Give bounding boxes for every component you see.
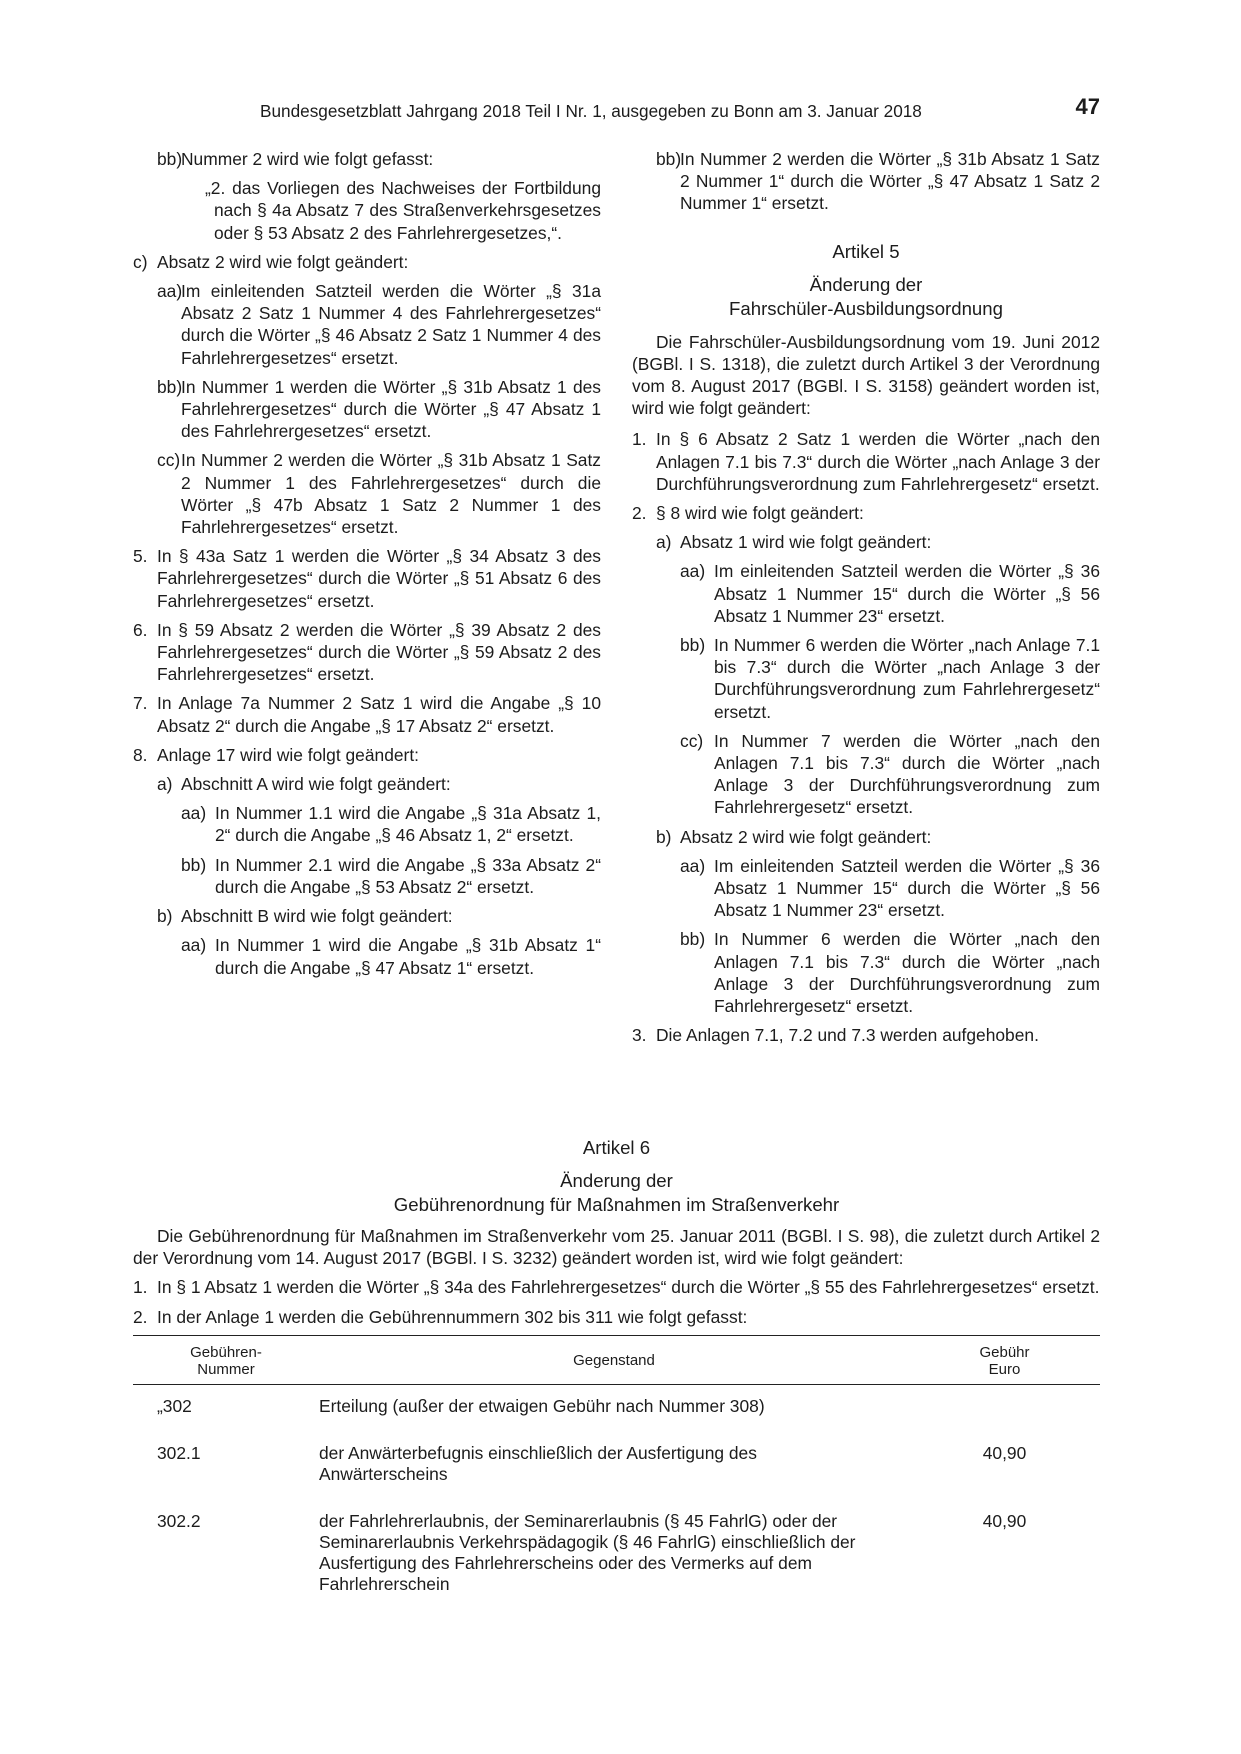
table-header-row: [133, 1335, 1100, 1384]
item-label: bb): [680, 635, 706, 656]
item-label: cc): [680, 730, 704, 751]
item-text: In § 1 Absatz 1 werden die Wörter „§ 34a des Fahrlehrergesetzes“ durch die Wörter „§ 55 des Fahrlehrergesetzes“ ersetzt.: [157, 1277, 1100, 1298]
article-intro: Die Fahrschüler-Ausbildungsordnung vom 19. Juni 2012 (BGBl. I S. 1318), die zuletzt durch Artikel 3 der Verordnung vom 8. August 2017 (BGBl. I S. 3158) geändert worden ist, wird wie folgt geändert:: [632, 331, 1100, 419]
item-text: Absatz 2 wird wie folgt geändert:: [157, 251, 409, 272]
item-text: Abschnitt A wird wie folgt geändert:: [181, 774, 451, 795]
column-header-number: [133, 1335, 319, 1384]
item-label: 2.: [632, 503, 647, 524]
fee-subject: der Anwärterbefugnis einschließlich der Ausfertigung des Anwärterscheins: [319, 1442, 757, 1484]
item-label: bb): [181, 854, 207, 875]
item-text: Abschnitt B wird wie folgt geändert:: [181, 906, 453, 927]
item-label: bb): [157, 376, 183, 397]
item-text: Im einleitenden Satzteil werden die Wörter „§ 31a Absatz 2 Satz 1 Nummer 4 des Fahrlehrergesetzes“ durch die Wörter „§ 46 Absatz 2 Satz 1 Nummer 4 des Fahrlehrergesetzes“ ersetzt.: [181, 281, 601, 368]
fee-table: [133, 1335, 1100, 1610]
item-text: In § 6 Absatz 2 Satz 1 werden die Wörter „nach den Anlagen 7.1 bis 7.3“ durch die Wörter „nach Anlage 3 der Durchführungsverordnung zum Fahrlehrergesetz“ ersetzt.: [656, 429, 1100, 494]
list-item: [133, 1306, 1100, 1328]
article-subtitle: Gebührenordnung für Maßnahmen im Straßenverkehr: [393, 1194, 840, 1215]
list-item: [632, 1024, 1100, 1046]
table-row: [133, 1432, 1100, 1500]
right-column: [632, 148, 1100, 1047]
list-item: [632, 560, 1100, 627]
item-label: aa): [157, 281, 183, 302]
article-title: Artikel 5: [832, 240, 900, 262]
list-item: [632, 928, 1100, 1017]
item-text: In Nummer 2 werden die Wörter „§ 31b Absatz 1 Satz 2 Nummer 1 des Fahrlehrergesetzes“ durch die Wörter „§ 47b Absatz 1 Satz 2 Nummer 1 des Fahrlehrergesetzes“ ersetzt.: [181, 450, 601, 538]
list-item: [133, 802, 601, 846]
item-label: 6.: [133, 619, 148, 640]
fee-amount: 40,90: [982, 1442, 1027, 1463]
list-item: [632, 634, 1100, 723]
item-text: In Nummer 1 werden die Wörter „§ 31b Absatz 1 des Fahrlehrergesetzes“ durch die Wörter „§ 47 Absatz 1 des Fahrlehrergesetzes“ ersetzt.: [181, 376, 601, 442]
table-row: [133, 1500, 1100, 1610]
item-text: In der Anlage 1 werden die Gebührennummern 302 bis 311 wie folgt gefasst:: [157, 1306, 748, 1327]
item-label: c): [133, 251, 148, 272]
list-item: [133, 376, 601, 443]
list-item: [133, 619, 601, 686]
list-item: [632, 148, 1100, 215]
list-item: [632, 855, 1100, 922]
fee-amount: [909, 1384, 1100, 1432]
item-text: In § 43a Satz 1 werden die Wörter „§ 34 Absatz 3 des Fahrlehrergesetzes“ durch die Wörter „§ 51 Absatz 6 des Fahrlehrergesetzes“ ersetzt.: [157, 546, 601, 611]
list-item: [133, 692, 601, 736]
fee-subject: Erteilung (außer der etwaigen Gebühr nach Nummer 308): [319, 1395, 765, 1416]
column-header-fee: [909, 1335, 1100, 1384]
item-label: 7.: [133, 693, 148, 714]
item-text: In Nummer 1.1 wird die Angabe „§ 31a Absatz 1, 2“ durch die Angabe „§ 46 Absatz 1, 2“ ersetzt.: [215, 803, 601, 846]
list-item: [133, 251, 601, 273]
header-text: Gebühr: [979, 1343, 1030, 1361]
list-item: [133, 905, 601, 927]
item-text: In Nummer 2.1 wird die Angabe „§ 33a Absatz 2“ durch die Angabe „§ 53 Absatz 2“ ersetzt.: [215, 854, 601, 897]
item-text: In Nummer 6 werden die Wörter „nach Anlage 7.1 bis 7.3“ durch die Wörter „nach Anlage 3 der Durchführungsverordnung zum Fahrlehrergesetz“ ersetzt.: [714, 635, 1100, 722]
list-item: [133, 854, 601, 898]
header-text: Nummer: [197, 1360, 255, 1378]
list-item: [133, 545, 601, 612]
list-item: [632, 826, 1100, 848]
item-text: Die Anlagen 7.1, 7.2 und 7.3 werden aufgehoben.: [656, 1025, 1039, 1046]
item-label: b): [656, 826, 672, 847]
item-label: b): [157, 906, 173, 927]
list-item: [133, 934, 601, 978]
item-label: bb): [656, 149, 682, 169]
article-intro: Die Gebührenordnung für Maßnahmen im Straßenverkehr vom 25. Januar 2011 (BGBl. I S. 98), die zuletzt durch Artikel 2 der Verordnung vom 14. August 2017 (BGBl. I S. 3232) geändert worden ist, wird wie folgt geändert:: [133, 1226, 1100, 1269]
item-label: cc): [157, 450, 181, 471]
item-label: aa): [181, 803, 207, 824]
item-label: aa): [680, 855, 706, 876]
list-item: [632, 730, 1100, 819]
fee-amount: 40,90: [982, 1510, 1027, 1531]
column-header-subject: Gegenstand: [319, 1335, 909, 1384]
list-item: [133, 148, 601, 170]
item-label: 3.: [632, 1025, 647, 1046]
list-item: [133, 1276, 1100, 1298]
list-item: [133, 773, 601, 795]
page-number: 47: [1075, 94, 1100, 119]
item-label: aa): [680, 561, 706, 582]
item-text: In Nummer 1 wird die Angabe „§ 31b Absatz 1“ durch die Angabe „§ 47 Absatz 1“ ersetzt.: [215, 935, 601, 978]
item-label: a): [157, 774, 173, 795]
list-item: [632, 428, 1100, 495]
fee-number: „302: [157, 1395, 192, 1416]
table-row: [133, 1384, 1100, 1432]
left-column: [133, 148, 601, 979]
quoted-text: [133, 177, 601, 244]
list-item: [133, 744, 601, 766]
item-label: bb): [680, 929, 706, 950]
header-text: Euro: [988, 1360, 1021, 1378]
item-label: 5.: [133, 546, 148, 567]
item-text: Nummer 2 wird wie folgt gefasst:: [181, 149, 434, 169]
item-label: 1.: [632, 429, 647, 450]
item-text: Absatz 1 wird wie folgt geändert:: [680, 532, 932, 553]
list-item: [632, 531, 1100, 553]
item-text: § 8 wird wie folgt geändert:: [656, 503, 864, 524]
article-subtitle: Änderung der: [560, 1170, 673, 1191]
item-text: Absatz 2 wird wie folgt geändert:: [680, 826, 932, 847]
item-label: 8.: [133, 744, 148, 765]
fee-subject: der Fahrlehrerlaubnis, der Seminarerlaubnis (§ 45 FahrlG) oder der Seminarerlaubnis Verkehrspädagogik (§ 46 FahrlG) einschließlich der Ausfertigung des Fahrlehrerscheins oder des Vermerks auf dem Fahrlehrerschein: [319, 1510, 856, 1594]
item-text: Im einleitenden Satzteil werden die Wörter „§ 36 Absatz 1 Nummer 15“ durch die Wörter „§ 56 Absatz 1 Nummer 23“ ersetzt.: [714, 561, 1100, 626]
item-label: 1.: [133, 1277, 148, 1298]
item-label: aa): [181, 935, 207, 956]
header-title: Bundesgesetzblatt Jahrgang 2018 Teil I Nr. 1, ausgegeben zu Bonn am 3. Januar 2018: [260, 101, 922, 121]
article-subtitle: Änderung der: [809, 273, 923, 295]
item-text: In Nummer 2 werden die Wörter „§ 31b Absatz 1 Satz 2 Nummer 1“ durch die Wörter „§ 47 Absatz 1 Satz 2 Nummer 1“ ersetzt.: [680, 149, 1100, 214]
article-6: [133, 1136, 1100, 1610]
item-text: In Nummer 7 werden die Wörter „nach den Anlagen 7.1 bis 7.3“ durch die Wörter „nach Anlage 3 der Durchführungsverordnung zum Fahrlehrergesetz“ ersetzt.: [714, 730, 1100, 818]
list-item: [133, 280, 601, 369]
item-text: Anlage 17 wird wie folgt geändert:: [157, 744, 419, 765]
list-item: [632, 502, 1100, 524]
page-header: [135, 94, 1100, 124]
item-text: In Nummer 6 werden die Wörter „nach den Anlagen 7.1 bis 7.3“ durch die Wörter „nach Anlage 3 der Durchführungsverordnung zum Fahrlehrergesetz“ ersetzt.: [714, 929, 1100, 1017]
item-text: In § 59 Absatz 2 werden die Wörter „§ 39 Absatz 2 des Fahrlehrergesetzes“ durch die Wörter „§ 59 Absatz 2 des Fahrlehrergesetzes“ ersetzt.: [157, 619, 601, 685]
article-subtitle: Fahrschüler-Ausbildungsordnung: [729, 297, 1003, 319]
item-text: In Anlage 7a Nummer 2 Satz 1 wird die Angabe „§ 10 Absatz 2“ durch die Angabe „§ 17 Absatz 2“ ersetzt.: [157, 693, 601, 736]
item-label: 2.: [133, 1306, 148, 1327]
list-item: [133, 449, 601, 538]
header-text: Gebühren-: [190, 1343, 262, 1361]
quote-content: „2. das Vorliegen des Nachweises der Fortbildung nach § 4a Absatz 7 des Straßenverkehrsgesetzes oder § 53 Absatz 2 des Fahrlehrergesetzes,“.: [205, 178, 601, 243]
item-label: bb): [157, 149, 183, 169]
item-label: a): [656, 532, 672, 553]
item-text: Im einleitenden Satzteil werden die Wörter „§ 36 Absatz 1 Nummer 15“ durch die Wörter „§ 56 Absatz 1 Nummer 23“ ersetzt.: [714, 855, 1100, 921]
article-title: Artikel 6: [582, 1137, 651, 1158]
fee-number: 302.1: [157, 1442, 201, 1463]
fee-number: 302.2: [157, 1510, 201, 1531]
